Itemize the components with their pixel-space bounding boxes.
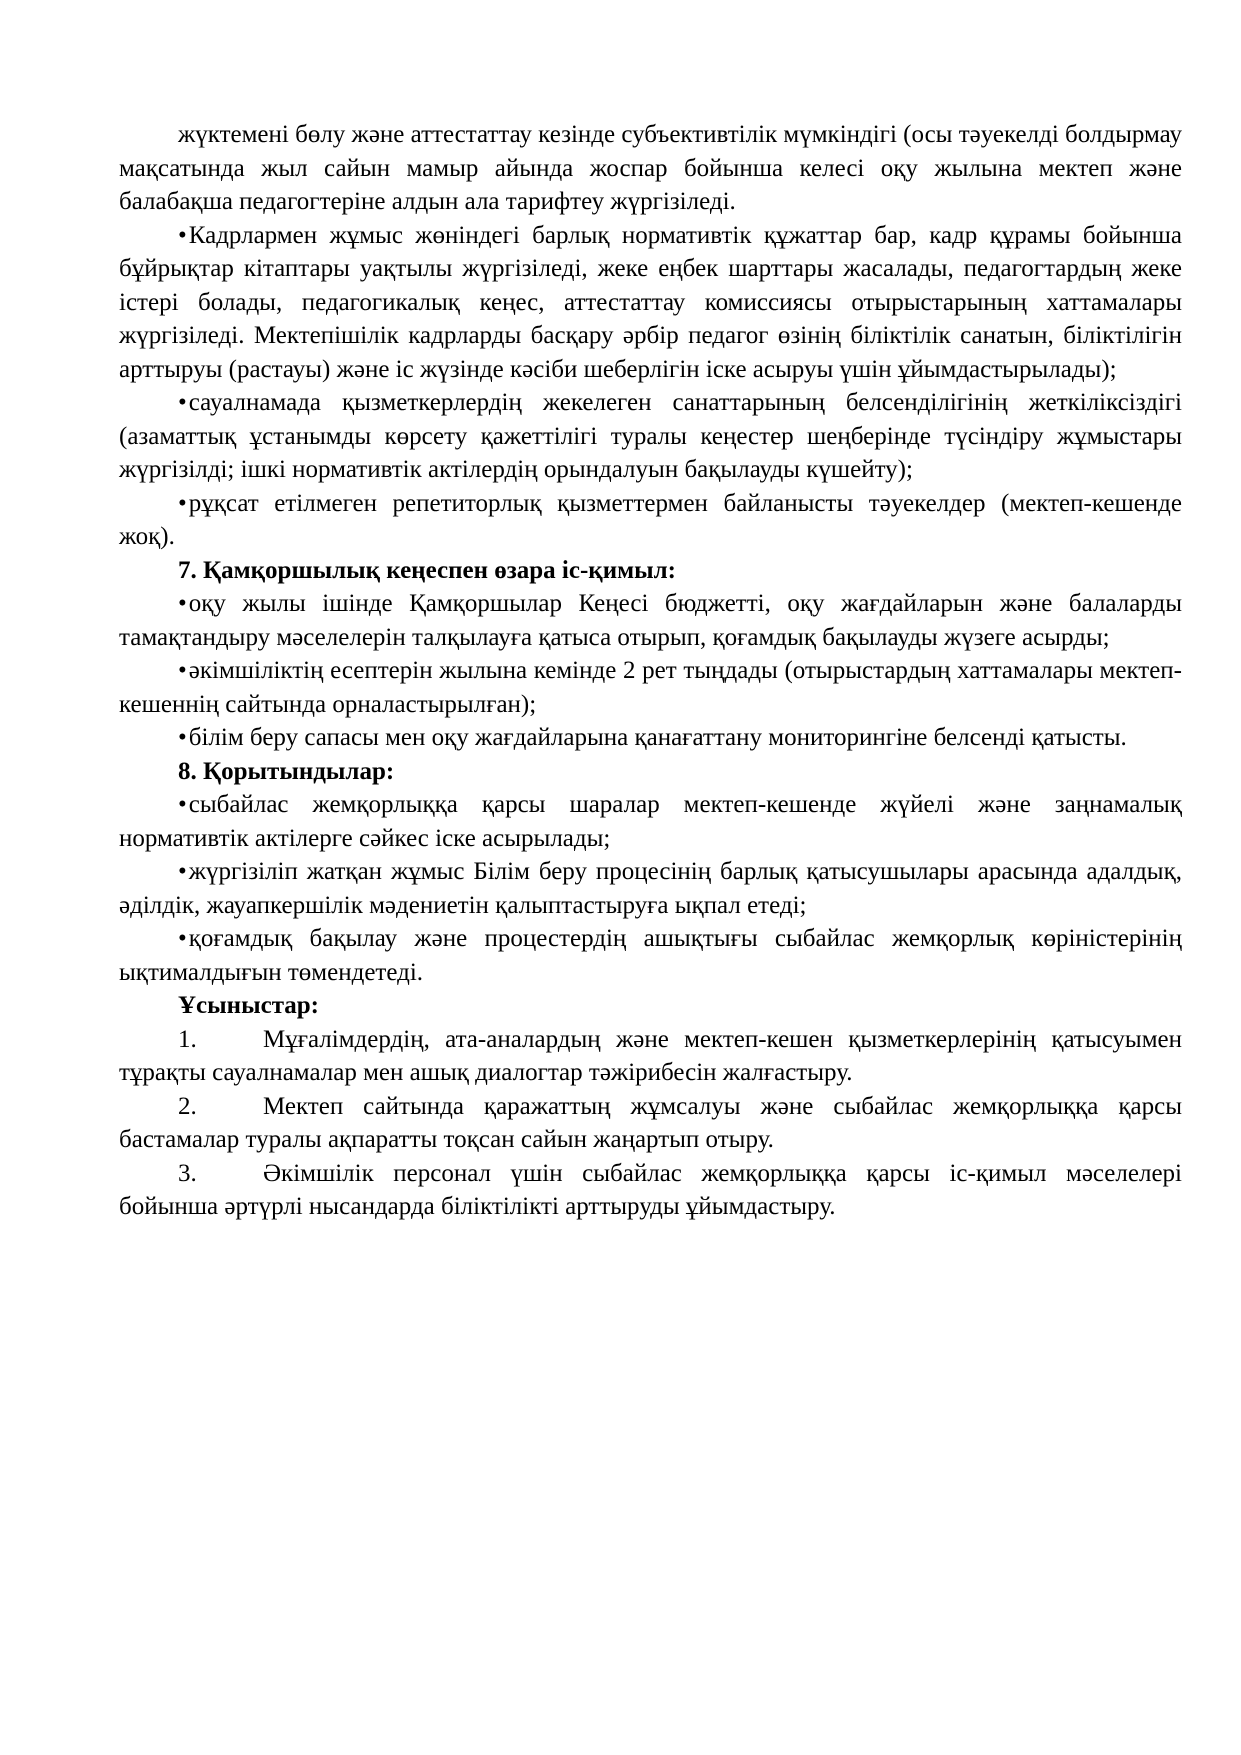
- item-number: 3.: [178, 1159, 197, 1187]
- section-heading-8: 8. Қорытындылар:: [178, 757, 395, 785]
- bullet-icon: •: [178, 724, 187, 751]
- item-text: Мектеп сайтында қаражаттың жұмсалуы және сыбайлас жемқорлыққа қарсы бастамалар туралы ақпаратты тоқсан сайын жаңартып отыру.: [119, 1092, 1182, 1153]
- bullet-text: сауалнамада қызметкерлердің жекелеген санаттарының белсенділігінің жеткіліксіздігі (азаматтық ұстанымды көрсету қажеттілігі туралы кеңестер шеңберінде түсіндіру жұмыстары жүргізілді; ішкі нормативтік актілердің орындалуын бақылауды күшейту);: [119, 389, 1182, 483]
- bullet-text: Кадрлармен жұмыс жөніндегі барлық нормативтік құжаттар бар, кадр құрамы бойынша бұйрықтар кітаптары уақтылы жүргізіледі, жеке еңбек шарттары жасалады, педагогтардың жеке істері болады, педагогикалық кеңес, аттестаттау комиссиясы отырыстарының хаттамалары жүргізіледі. Мектепішілік кадрларды басқару әрбір педагог өзінің біліктілік санатын, біліктілігін арттыруы (растауы) және іс жүзінде кәсіби шеберлігін іске асыруы үшін ұйымдастырылады);: [119, 221, 1182, 383]
- bullet-icon: •: [178, 791, 187, 818]
- bullet-item: [119, 219, 1182, 387]
- item-text: Әкімшілік персонал үшін сыбайлас жемқорлыққа қарсы іс-қимыл мәселелері бойынша әртүрлі нысандарда біліктілікті арттыруды ұйымдастыру.: [119, 1159, 1182, 1220]
- bullet-icon: •: [178, 858, 187, 885]
- bullet-text: рұқсат етілмеген репетиторлық қызметтермен байланысты тәуекелдер (мектеп-кешенде жоқ).: [119, 489, 1182, 550]
- bullet-icon: •: [178, 657, 187, 684]
- numbered-item: [119, 1090, 1182, 1157]
- bullet-text: білім беру сапасы мен оқу жағдайларына қанағаттану мониторингіне белсенді қатысты.: [188, 724, 1127, 751]
- recommendations-heading: Ұсыныстар:: [178, 992, 320, 1019]
- bullet-text: әкімшіліктің есептерін жылына кемінде 2 рет тыңдады (отырыстардың хаттамалары мектеп-кешеннің сайтында орналастырылған);: [119, 657, 1182, 718]
- numbered-item: [119, 1023, 1182, 1090]
- numbered-item: [119, 1157, 1182, 1224]
- bullet-icon: •: [178, 590, 187, 617]
- bullet-text: сыбайлас жемқорлыққа қарсы шаралар мектеп-кешенде жүйелі және заңнамалық нормативтік актілерге сәйкес іске асырылады;: [119, 791, 1182, 852]
- paragraph: жүктемені бөлу және аттестаттау кезінде субъективтілік мүмкіндігі (осы тәуекелді болдырмау мақсатында жыл сайын мамыр айында жоспар бойынша келесі оқу жылына мектеп және балабақша педагогтеріне алдын ала тарифтеу жүргізіледі.: [119, 121, 1183, 215]
- bullet-item: [119, 855, 1182, 922]
- bullet-icon: •: [178, 389, 187, 416]
- section-heading-7: 7. Қамқоршылық кеңеспен өзара іс-қимыл:: [178, 556, 676, 584]
- bullet-item: [119, 386, 1182, 487]
- bullet-text: қоғамдық бақылау және процестердің ашықтығы сыбайлас жемқорлық көріністерінің ықтималдығын төмендетеді.: [119, 925, 1182, 986]
- bullet-text: оқу жылы ішінде Қамқоршылар Кеңесі бюджетті, оқу жағдайларын және балаларды тамақтандыру мәселелерін талқылауға қатыса отырып, қоғамдық бақылауды жүзеге асырды;: [119, 590, 1182, 651]
- document-page: [119, 118, 1182, 1224]
- bullet-item: [119, 587, 1182, 654]
- item-number: 2.: [178, 1092, 197, 1120]
- bullet-icon: •: [178, 925, 187, 952]
- bullet-item: [119, 487, 1182, 554]
- item-number: 1.: [178, 1025, 197, 1053]
- bullet-text: жүргізіліп жатқан жұмыс Білім беру процесінің барлық қатысушылары арасында адалдық, әділдік, жауапкершілік мәдениетін қалыптастыруға ықпал етеді;: [119, 858, 1182, 919]
- bullet-item: [119, 922, 1182, 989]
- bullet-item: [119, 721, 1182, 755]
- bullet-item: [119, 654, 1182, 721]
- item-text: Мұғалімдердің, ата-аналардың және мектеп-кешен қызметкерлерінің қатысуымен тұрақты сауалнамалар мен ашық диалогтар тәжірибесін жалғастыру.: [119, 1025, 1182, 1086]
- bullet-icon: •: [178, 489, 187, 517]
- bullet-icon: •: [178, 221, 187, 249]
- bullet-item: [119, 788, 1182, 855]
